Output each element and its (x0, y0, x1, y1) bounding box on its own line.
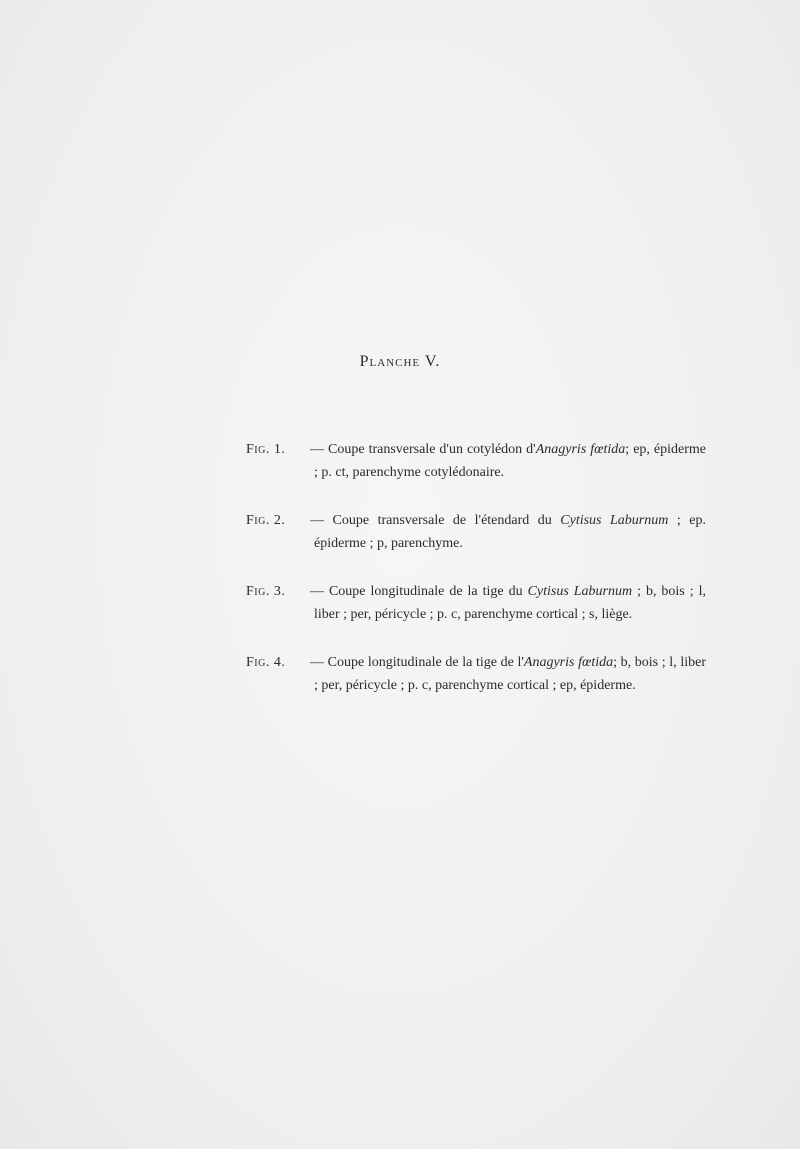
figure-description (310, 580, 706, 626)
species-name: Anagyris fœtida (523, 655, 614, 670)
caption-text: — Coupe transversale de l'étendard du (310, 513, 561, 528)
species-name: Cytisus Laburnum (527, 584, 633, 599)
figure-label: Fig. 4. (246, 655, 286, 670)
figure-description (310, 651, 706, 697)
species-name: Anagyris fœtida (535, 442, 626, 457)
caption-text: ; ep, épiderme ; p. ct, parenchyme cotylédonaire. (314, 442, 707, 480)
caption-text: ; b, bois ; l, liber ; per, péricycle ; p. c, parenchyme cortical ; s, liège. (314, 584, 706, 622)
caption-text: ; ep. épiderme ; p, parenchyme. (314, 513, 706, 551)
caption-text: ; b, bois ; l, liber ; per, péricycle ; p. c, parenchyme cortical ; ep, épiderme. (314, 655, 706, 693)
figure-label: Fig. 1. (246, 442, 286, 457)
caption-text: — Coupe transversale d'un cotylédon d' (310, 442, 536, 457)
plate-title: Planche V. (359, 353, 441, 370)
figure-caption-1 (246, 438, 706, 484)
figure-caption-3 (246, 580, 706, 626)
figure-captions (246, 438, 706, 722)
figure-description (310, 509, 706, 555)
figure-label: Fig. 2. (246, 513, 286, 528)
caption-text: — Coupe longitudinale de la tige du (310, 584, 528, 599)
figure-description (310, 438, 707, 484)
figure-caption-2 (246, 509, 706, 555)
species-name: Cytisus Laburnum (560, 513, 669, 528)
figure-caption-4 (246, 651, 706, 697)
caption-text: — Coupe longitudinale de la tige de l' (310, 655, 524, 670)
figure-label: Fig. 3. (246, 584, 286, 599)
